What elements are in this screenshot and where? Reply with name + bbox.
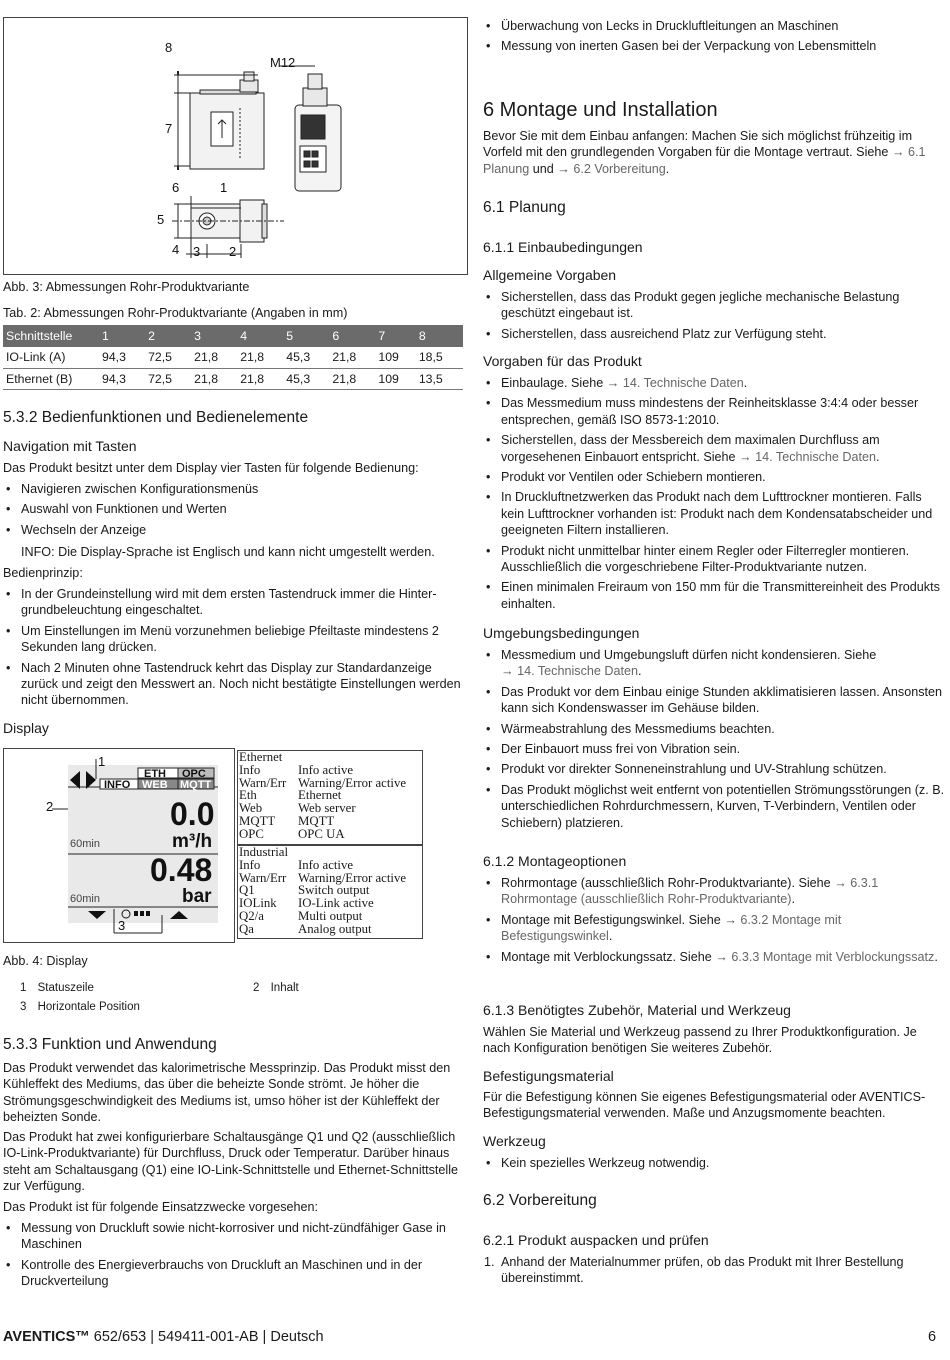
heading-5-3-2: 5.3.2 Bedienfunktionen und Bedienelemente [3,409,309,426]
meaning: Switch output [298,883,370,898]
time-axis-label: 60min [70,893,100,905]
link-14[interactable]: 14. Technische Daten [517,664,638,679]
meaning: Info active [298,857,354,872]
dimensions-table [3,325,463,390]
meaning: Warning/Error active [298,775,407,790]
table-cell: 94,3 [100,347,146,368]
table-header-cell: 4 [238,325,284,347]
principle-list [3,586,461,713]
list-item: • In der Grundeinstellung wird mit dem ersten Tastendruck immer die Hinter-grundbeleuchtung eingeschaltet. [3,586,461,619]
figure-3-caption: Abb. 3: Abmessungen Rohr-Produktvariante [3,280,250,294]
heading-6-1-2: 6.1.2 Montageoptionen [483,853,627,869]
meaning: Analog output [298,921,372,936]
item-text: Messmedium und Umgebungsluft dürfen nicht kondensieren. Siehe [501,648,877,662]
list-item: • Wechseln der Anzeige [3,522,463,538]
paragraph: Das Produkt ist für folgende Einsatzzwecke vorgesehen: [3,1200,319,1214]
list-item: • Der Einbauort muss frei von Vibration sein. [483,741,945,757]
ethernet-status-table [237,750,423,845]
abbr: Info [239,762,261,777]
dim-label-4: 4 [172,242,180,257]
link-arrow-icon: → [606,376,623,390]
abbr: MQTT [239,813,276,828]
list-item: • Einbaulage. Siehe → 14. Technische Daten. [483,375,945,391]
abbr: Q1 [239,883,255,898]
link-14[interactable]: 14. Technische Daten [622,376,744,390]
status-circle-icon [122,910,130,918]
meaning: OPC UA [298,826,345,841]
table-cell: 109 [376,368,416,389]
list-item: • Kontrolle des Energieverbrauchs von Druckluft an Maschinen und in der Druckverteilung [3,1257,461,1290]
info-label: INFO: [21,545,55,559]
legend-item [253,980,299,996]
time-axis-label: 60min [70,838,100,850]
link-6-3-2[interactable]: 6.3.2 Montage mit Befestigungswinkel [501,912,842,944]
mounting-list [483,875,945,969]
abbr: IOLink [239,896,277,911]
list-item: • Navigieren zwischen Konfigurationsmenüs [3,481,463,497]
table-header-row [3,325,463,347]
list-item: • Einen minimalen Freiraum von 150 mm für die Transmittereinheit des Produkts einhalten. [483,579,945,612]
heading-6-2: 6.2 Vorbereitung [483,1192,597,1209]
link-arrow-icon: → [834,876,851,890]
table-row [238,764,422,777]
intro-text: Bevor Sie mit dem Einbau anfangen: Machen Sie sich möglichst frühzeitig im Vorfeld mit den grundlegenden Vorgaben für die Montage vertraut. Siehe [483,129,913,160]
dim-label-8: 8 [165,40,173,55]
product-list [483,375,945,616]
table-header-cell: 6 [330,325,376,347]
heading-6-1-1: 6.1.1 Einbaubedingungen [483,239,643,255]
table-cell: 94,3 [100,368,146,389]
table-title [238,751,422,764]
info-note [21,544,461,560]
meaning: MQTT [298,813,335,828]
ethernet-title: Ethernet [239,750,283,764]
legend-number: 3 [20,1001,27,1013]
step-number: 1. [484,1255,495,1269]
table-cell: 45,3 [284,368,330,389]
paragraph: Das Produkt verwendet das kalorimetrische Messprinzip. Das Produkt misst den Kühleffekt des Mediums, das über die beheizte Sonde strömt. Je höher die Strömungsgeschwindigkeit des Mediums ist, umso höher ist der Kühleffekt der beheizten Sonde. [3,1061,451,1125]
item-text: Einbaulage. Siehe [501,376,607,390]
meaning: Warning/Error active [298,870,407,885]
heading-environment: Umgebungsbedingungen [483,625,640,641]
meaning: Web server [298,801,356,816]
link-6-2[interactable]: 6.2 Vorbereitung [573,161,666,176]
callout-1: 1 [98,754,106,769]
doc-info: 652/653 | 549411-001-AB | Deutsch [89,1329,324,1345]
link-arrow-icon: → [891,145,908,160]
table-cell: Ethernet (B) [3,368,100,389]
intro-text: und [529,161,558,176]
table-cell: 109 [376,347,416,368]
table-cell: 72,5 [146,368,192,389]
legend-item [20,999,140,1015]
abbr: Info [239,857,261,872]
abbr: Warn/Err [239,870,287,885]
list-item: • Produkt vor direkter Sonneneinstrahlung und UV-Strahlung schützen. [483,761,945,777]
legend-number: 2 [253,982,260,994]
dim-label-7: 7 [165,121,173,136]
heading-display: Display [3,720,49,736]
dim-label-1: 1 [220,180,228,195]
table-header-cell: 8 [417,325,463,347]
heading-6-1-3: 6.1.3 Benötigtes Zubehör, Material und Werkzeug [483,1002,791,1018]
table-2-caption: Tab. 2: Abmessungen Rohr-Produktvariante (Angaben in mm) [3,306,348,320]
page-number: 6 [928,1329,937,1345]
abbr: Web [239,801,263,816]
list-item: • Überwachung von Lecks in Druckluftleitungen an Maschinen [483,18,945,34]
callout-3: 3 [118,918,126,933]
table-header-cell: 1 [100,325,146,347]
tab-mqtt: MQTT [180,779,212,791]
link-6-3-3[interactable]: 6.3.3 Montage mit Verblockungssatz [731,949,935,964]
industrial-status-table [237,845,423,939]
table-row [3,368,463,389]
table-cell: 21,8 [238,368,284,389]
meaning: IO-Link active [298,896,374,911]
list-item: • In Druckluftnetzwerken das Produkt nach dem Lufttrockner montieren. Falls kein Lufttrockner vorhanden ist: Produkt nach dem Kondensatabscheider und geeigneten Filtern installieren. [483,489,945,538]
table-title [238,846,422,859]
heading-6-2-1: 6.2.1 Produkt auspacken und prüfen [483,1232,709,1248]
info-text: Die Display-Sprache ist Englisch und kann nicht umgestellt werden. [54,545,435,559]
legend-text: Statuszeile [37,982,94,994]
general-list [483,289,945,346]
list-item: • Messmedium und Umgebungsluft dürfen nicht kondensieren. Siehe → 14. Technische Daten. [483,647,945,680]
abbr: Warn/Err [239,775,287,790]
heading-5-3-3: 5.3.3 Funktion und Anwendung [3,1036,217,1053]
list-item: • Sicherstellen, dass das Produkt gegen jegliche mechanische Belastung geschützt eingebaut ist. [483,289,945,322]
dim-label-6: 6 [172,180,180,195]
usage-list [3,1220,461,1294]
dim-label-2: 2 [229,244,237,259]
link-6-1[interactable]: 6.1 Planung [483,145,926,176]
item-text: Montage mit Befestigungswinkel. Siehe [501,912,725,927]
flow-value: 0.0 [170,796,215,832]
list-item: • Produkt nicht unmittelbar hinter einem Regler oder Filterregler montieren. Ausschließlich die vorgeschriebene Filter-Produktvariante nutzen. [483,543,945,576]
paragraph: Das Produkt hat zwei konfigurierbare Schaltausgänge Q1 und Q2 (ausschließlich IO-Link-Produktvariante) für Durchfluss, Druck oder Temperatur. Darüber hinaus steht am Schaltausgang (Q1) eine IO-Link-Schnittstelle und Ethernet-Schnittstelle zur Verfügung. [3,1130,459,1194]
heading-fixing-material: Befestigungsmaterial [483,1068,614,1084]
table-row [238,910,422,923]
list-item: • Das Produkt vor dem Einbau einige Stunden akklimatisieren lassen. Ansonsten kann sich Kondenswasser im Gehäuse bilden. [483,684,945,717]
link-arrow-icon: → [501,664,518,679]
item-text: Montage mit Verblockungssatz. Siehe [501,949,716,964]
list-item: • Sicherstellen, dass ausreichend Platz zur Verfügung steht. [483,326,945,342]
link-arrow-icon: → [739,449,756,464]
meaning: Multi output [298,908,363,923]
table-row [3,347,463,368]
environment-list [483,647,945,835]
table-cell: 21,8 [192,368,238,389]
list-item [483,1254,945,1287]
meaning: Ethernet [298,788,342,803]
meaning: Info active [298,762,354,777]
tools-list [483,1155,945,1175]
abbr: OPC [239,826,264,841]
dim-label-5: 5 [157,212,165,227]
table-cell: 72,5 [146,347,192,368]
pressure-unit: bar [182,886,212,907]
table-header-cell: 3 [192,325,238,347]
principle-label: Bedienprinzip: [3,566,83,580]
list-item: • Um Einstellungen im Menü vorzunehmen beliebige Pfeiltaste mindestens 2 Sekunden lang drücken. [3,623,461,656]
list-item: • Wärmeabstrahlung des Messmediums beachten. [483,721,945,737]
table-cell: 21,8 [330,347,376,368]
usage-list-continued [483,18,945,59]
table-row [238,828,422,841]
table-row [238,859,422,872]
dim-label-m12: M12 [270,55,296,70]
tab-eth: ETH [144,768,166,780]
table-header-cell: 5 [284,325,330,347]
table-cell: IO-Link (A) [3,347,100,368]
arrow-right-icon [86,771,96,789]
tab-web: WEB [142,779,168,791]
intro-text: . [665,161,670,176]
list-item: • Kein spezielles Werkzeug notwendig. [483,1155,945,1171]
display-illustration [3,748,235,943]
list-item: • Das Messmedium muss mindestens der Reinheitsklasse 3:4:4 oder besser entsprechen, gemäß ISO 8573-1:2010. [483,395,945,428]
steps-list [483,1254,945,1291]
navigation-list [3,481,463,542]
list-item: • Montage mit Befestigungswinkel. Siehe → 6.3.2 Montage mit Befestigungswinkel. [483,912,945,945]
table-row [238,815,422,828]
step-text: Anhand der Materialnummer prüfen, ob das Produkt mit Ihrer Bestellung übereinstimmt. [501,1255,904,1286]
table-cell: 21,8 [238,347,284,368]
table-header-cell: 7 [376,325,416,347]
footer [3,1328,324,1346]
legend-text: Inhalt [270,982,299,994]
figure-4-caption: Abb. 4: Display [3,954,88,968]
table-cell: 21,8 [192,347,238,368]
link-arrow-icon: → [724,912,741,927]
callout-2: 2 [46,799,54,814]
table-cell: 18,5 [417,347,463,368]
product-drawing [4,18,467,274]
list-item: • Auswahl von Funktionen und Werten [3,501,463,517]
list-item: • Produkt vor Ventilen oder Schiebern montieren. [483,469,945,485]
display-graphic [4,749,234,942]
tab-info: INFO [104,779,131,791]
table-header-cell: 2 [146,325,192,347]
link-6-3-1[interactable]: 6.3.1 Rohrmontage (ausschließlich Rohr-Produktvariante) [501,876,879,907]
table-cell: 13,5 [417,368,463,389]
heading-6-1: 6.1 Planung [483,199,566,216]
list-item: • Nach 2 Minuten ohne Tastendruck kehrt das Display zur Standardanzeige zurück und zeigt den Messwert an. Noch nicht bestätigte Einstellungen werden nicht übernommen. [3,660,461,709]
link-arrow-icon: → [715,949,732,964]
heading-navigation: Navigation mit Tasten [3,438,137,454]
industrial-title: Industrial [239,845,289,859]
list-item: • Rohrmontage (ausschließlich Rohr-Produktvariante). Siehe → 6.3.1 Rohrmontage (ausschließlich Rohr-Produktvariante). [483,875,945,908]
item-text: Rohrmontage (ausschließlich Rohr-Produktvariante). Siehe [501,876,835,890]
arrow-down-icon [88,911,106,919]
table-header-cell: Schnittstelle [3,325,100,347]
list-item: • Das Produkt möglichst weit entfernt von potentiellen Strömungsstörungen (z. B. unterschiedlichen Rohrdurchmessern, Kurven, T-Verbindern, Ventilen oder Schiebern) platzieren. [483,782,945,831]
link-arrow-icon: → [557,161,574,176]
paragraph: Wählen Sie Material und Werkzeug passend zu Ihrer Produktkonfiguration. Je nach Konfiguration benötigen Sie weiteres Zubehör. [483,1025,917,1056]
brand: AVENTICS™ [3,1329,90,1345]
list-item: • Messung von inerten Gasen bei der Verpackung von Lebensmitteln [483,38,945,54]
navigation-intro: Das Produkt besitzt unter dem Display vier Tasten für folgende Bedienung: [3,461,419,475]
table-cell: 45,3 [284,347,330,368]
heading-tools: Werkzeug [483,1133,546,1149]
item-text: Sicherstellen, dass der Messbereich dem maximalen Durchfluss am vorgesehenen Einbauort entspricht. Siehe [501,433,880,464]
legend-number: 1 [20,982,27,994]
heading-general: Allgemeine Vorgaben [483,267,617,283]
section-6-intro [483,128,943,177]
table-cell: 21,8 [330,368,376,389]
tab-opc: OPC [182,768,206,780]
arrow-left-icon [70,771,80,789]
link-14[interactable]: 14. Technische Daten [755,449,877,464]
list-item: • Montage mit Verblockungssatz. Siehe → 6.3.3 Montage mit Verblockungssatz. [483,949,945,965]
dimension-drawing [3,17,468,275]
abbr: Qa [239,921,254,936]
abbr: Q2/a [239,908,264,923]
legend-item [20,980,94,996]
display-figure [3,748,465,942]
arrow-up-icon [170,911,188,919]
list-item: • Sicherstellen, dass der Messbereich dem maximalen Durchfluss am vorgesehenen Einbauort entspricht. Siehe → 14. Technische Daten. [483,432,945,465]
list-item: • Messung von Druckluft sowie nicht-korrosiver und nicht-zündfähiger Gase in Maschinen [3,1220,461,1253]
abbr: Eth [239,788,257,803]
pressure-value: 0.48 [150,852,213,888]
legend-text: Horizontale Position [37,1001,140,1013]
heading-product: Vorgaben für das Produkt [483,353,642,369]
dim-label-3: 3 [193,244,201,259]
heading-6: 6 Montage und Installation [483,99,718,121]
table-row [238,923,422,936]
paragraph: Für die Befestigung können Sie eigenes Befestigungsmaterial oder AVENTICS-Befestigungsmaterial verwenden. Maße und Anzugsmomente beachten. [483,1090,926,1121]
flow-unit: m³/h [172,831,213,852]
